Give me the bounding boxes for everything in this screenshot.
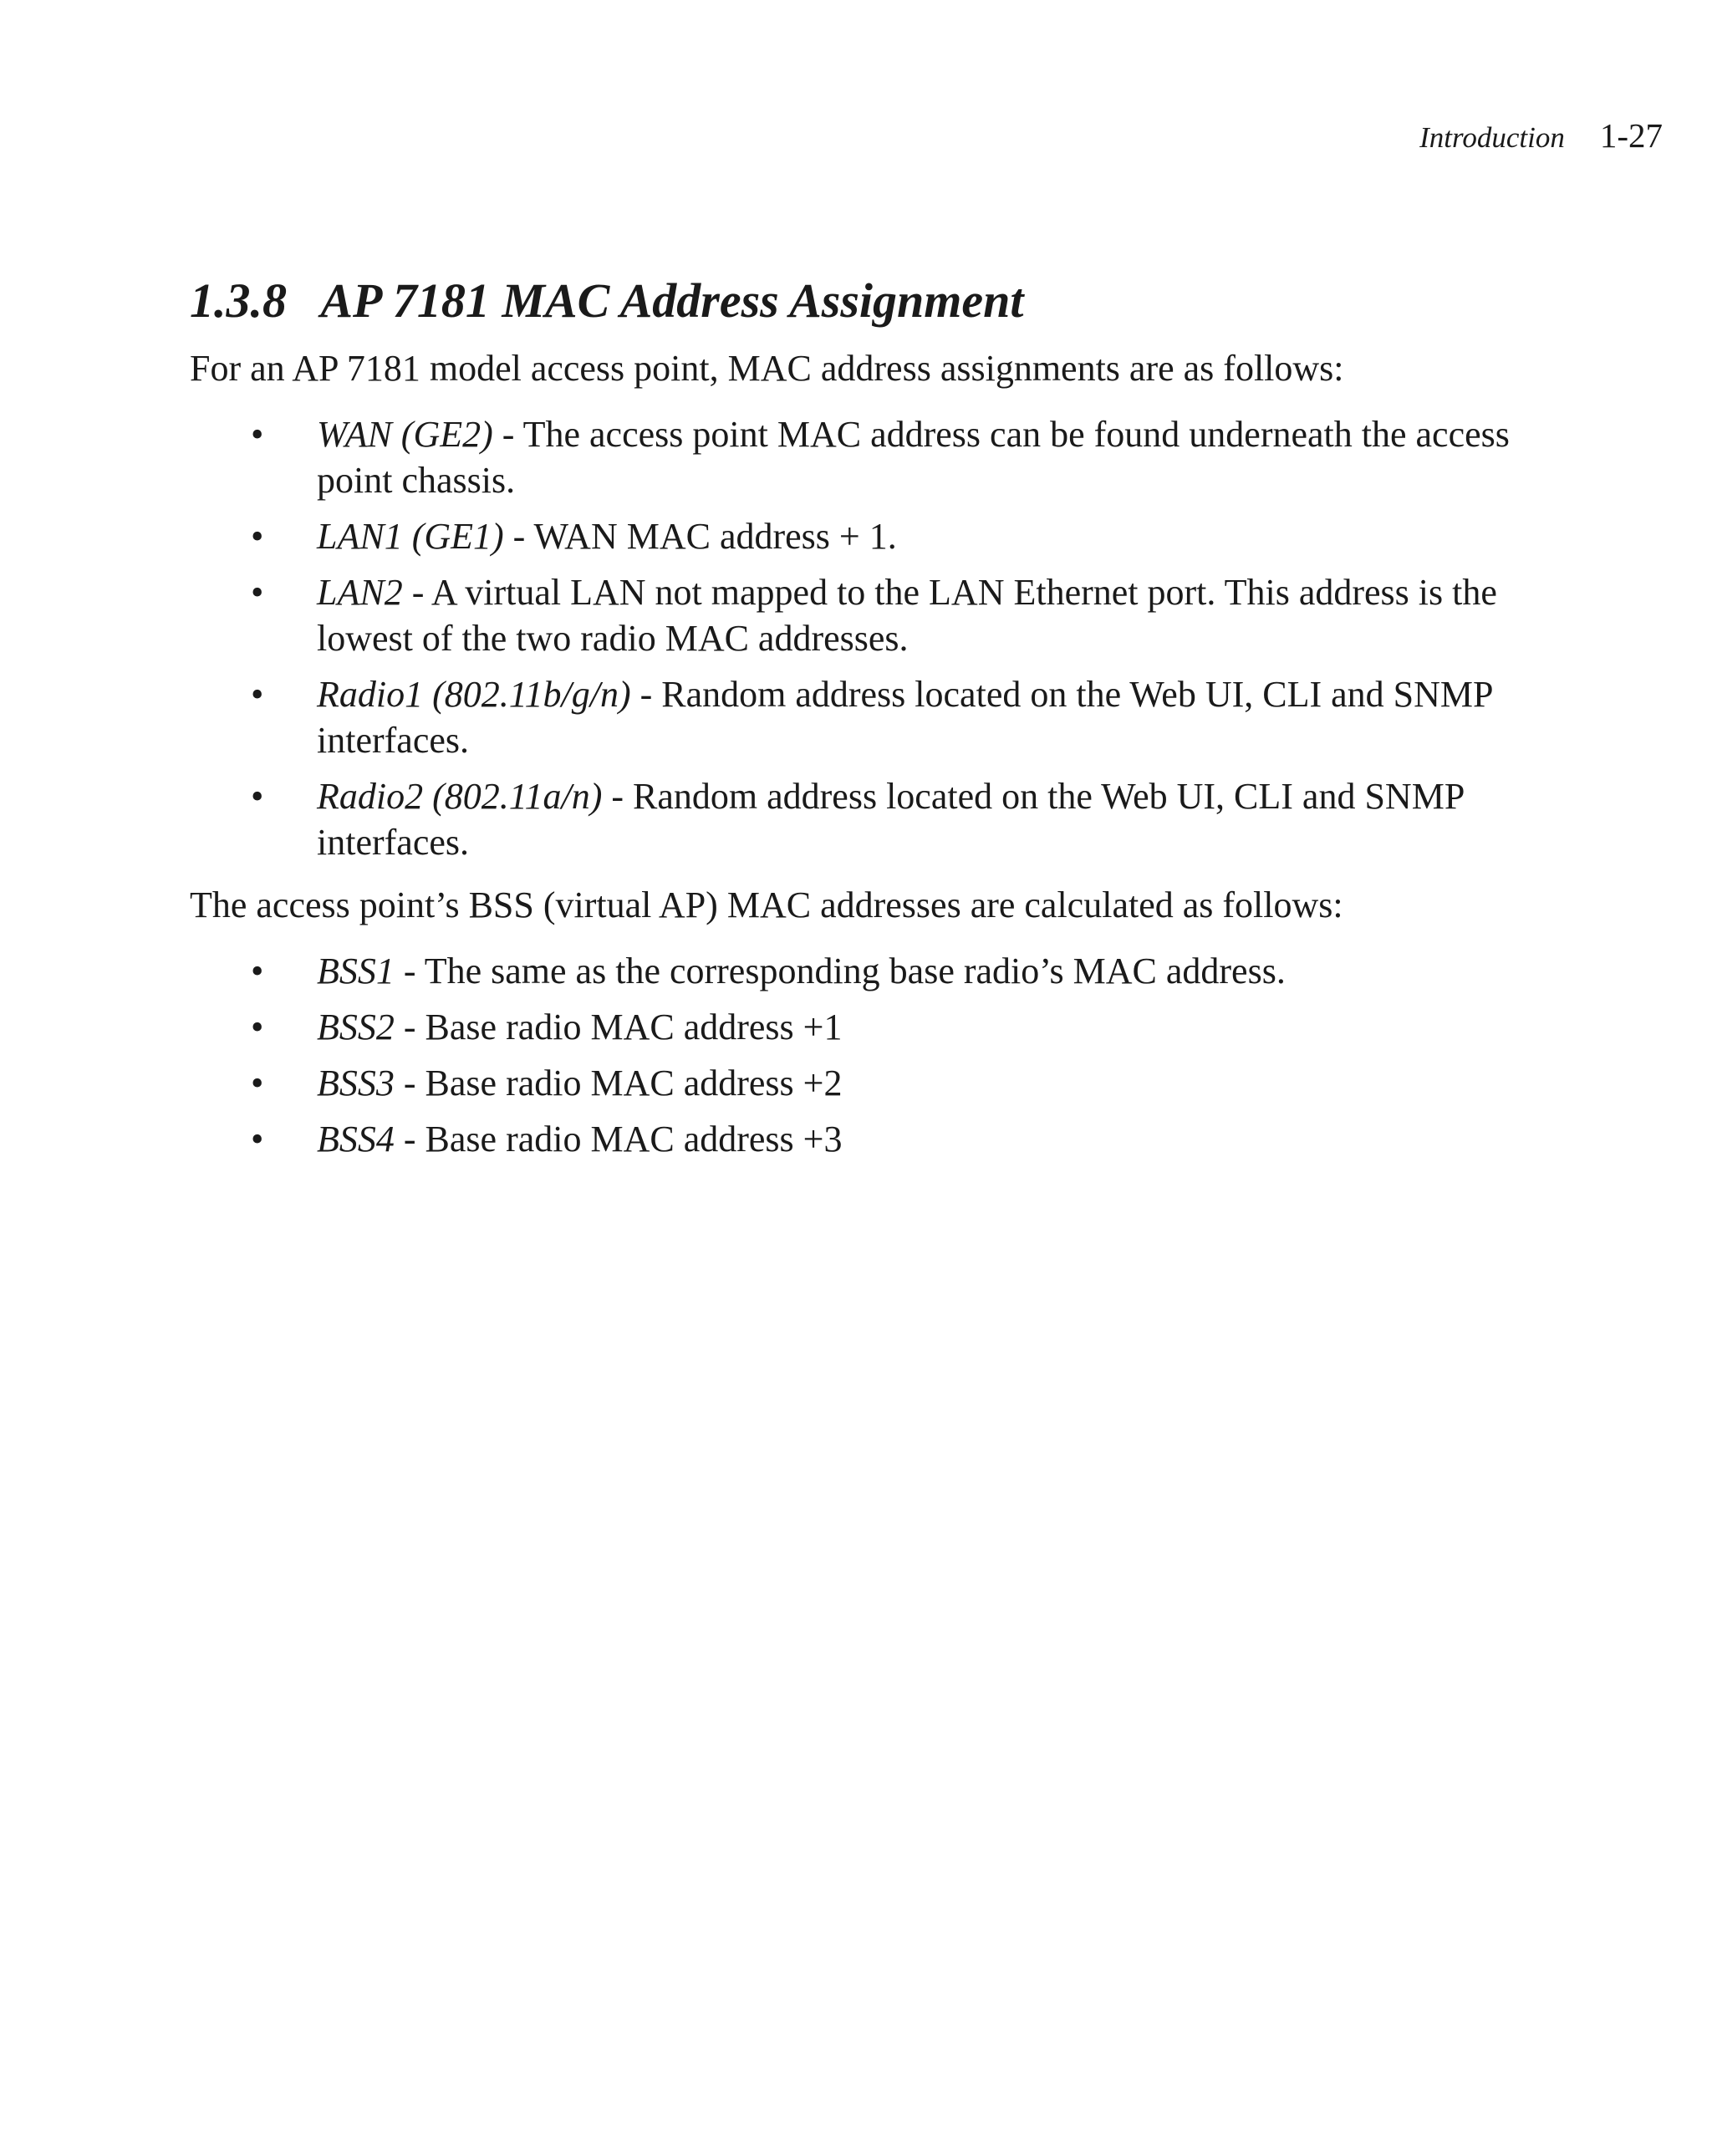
item-term: Radio2 (802.11a/n) xyxy=(317,776,603,817)
list-item xyxy=(190,671,1594,763)
item-term: BSS2 xyxy=(317,1007,395,1047)
bullet-icon: • xyxy=(251,572,264,613)
list-item xyxy=(190,411,1594,503)
bullet-icon: • xyxy=(251,776,264,817)
item-text: - The access point MAC address can be found underneath the access point chassis. xyxy=(317,414,1510,501)
item-term: LAN1 (GE1) xyxy=(317,516,504,557)
page-content xyxy=(190,272,1594,1172)
item-text: - The same as the corresponding base radio’s MAC address. xyxy=(394,951,1286,991)
section-heading xyxy=(190,272,1594,330)
list-item xyxy=(190,513,1594,559)
item-text: - WAN MAC address + 1. xyxy=(503,516,897,557)
item-text: - Base radio MAC address +1 xyxy=(394,1007,843,1047)
bss-intro-paragraph: The access point’s BSS (virtual AP) MAC addresses are calculated as follows: xyxy=(190,884,1343,925)
list-item xyxy=(190,1060,1594,1106)
item-text: - Random address located on the Web UI, CLI and SNMP interfaces. xyxy=(317,776,1464,863)
bullet-icon: • xyxy=(251,674,264,715)
bullet-icon: • xyxy=(251,1007,264,1047)
item-term: WAN (GE2) xyxy=(317,414,493,455)
list-item xyxy=(190,1004,1594,1050)
section-title: AP 7181 MAC Address Assignment xyxy=(320,273,1024,328)
bullet-icon: • xyxy=(251,414,264,455)
page-header xyxy=(1419,115,1663,155)
list-item xyxy=(190,569,1594,661)
item-text: - Random address located on the Web UI, CLI and SNMP interfaces. xyxy=(317,674,1492,761)
running-header-section: Introduction xyxy=(1419,121,1565,154)
page-number: 1-27 xyxy=(1599,116,1663,155)
list-item xyxy=(190,948,1594,994)
item-term: BSS1 xyxy=(317,951,395,991)
section-number: 1.3.8 xyxy=(190,273,287,328)
item-text: - Base radio MAC address +2 xyxy=(394,1063,843,1103)
intro-paragraph: For an AP 7181 model access point, MAC address assignments are as follows: xyxy=(190,348,1344,389)
item-term: BSS4 xyxy=(317,1119,395,1160)
list-item xyxy=(190,1116,1594,1162)
bullet-icon: • xyxy=(251,951,264,991)
item-term: BSS3 xyxy=(317,1063,395,1103)
item-text: - Base radio MAC address +3 xyxy=(394,1119,843,1160)
list-item xyxy=(190,773,1594,865)
bullet-icon: • xyxy=(251,516,264,557)
bullet-icon: • xyxy=(251,1063,264,1103)
mac-assignment-list xyxy=(190,411,1594,865)
item-term: Radio1 (802.11b/g/n) xyxy=(317,674,631,715)
item-term: LAN2 xyxy=(317,572,403,613)
item-text: - A virtual LAN not mapped to the LAN Ethernet port. This address is the lowest of the two radio MAC addresses. xyxy=(317,572,1497,659)
bullet-icon: • xyxy=(251,1119,264,1160)
bss-list xyxy=(190,948,1594,1162)
